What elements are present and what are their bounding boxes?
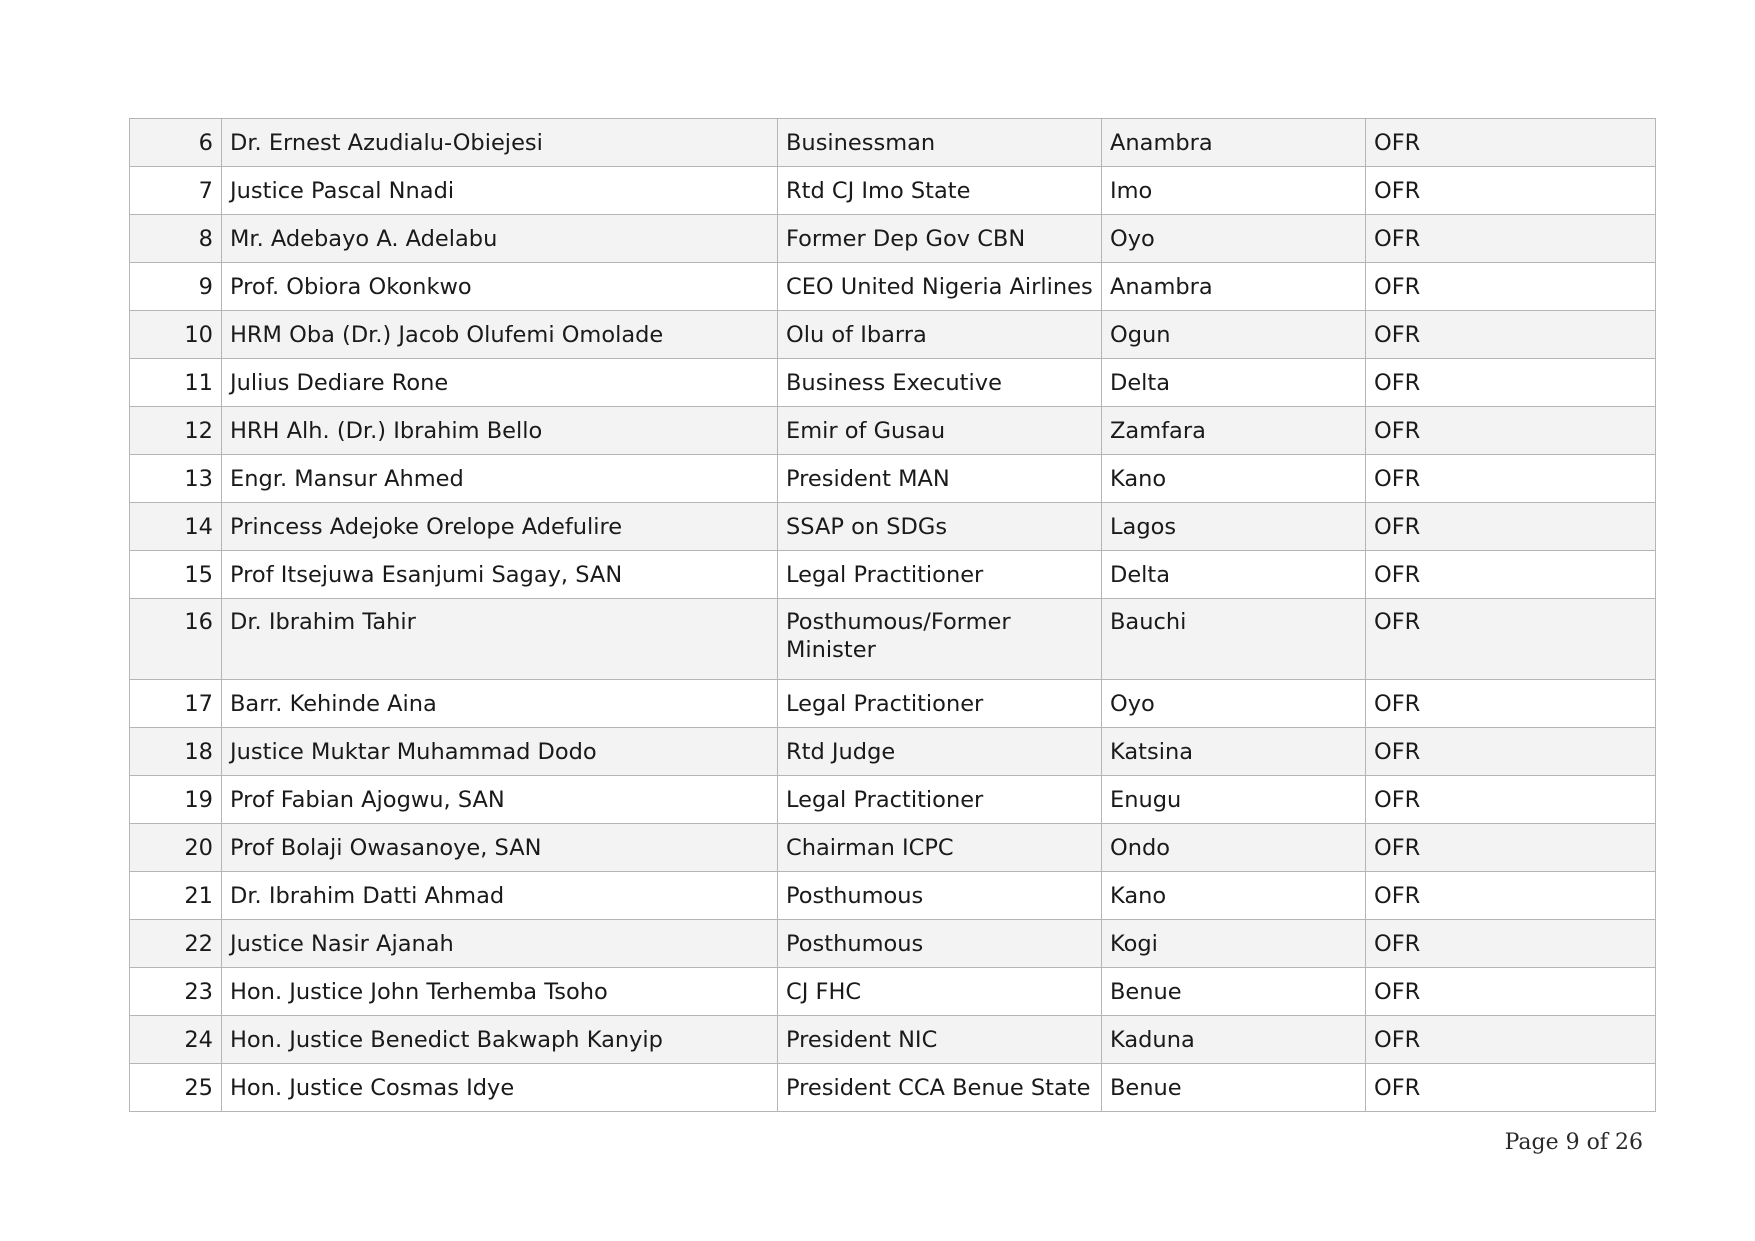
state-cell: Kogi	[1102, 920, 1366, 968]
occupation-cell: Legal Practitioner	[778, 776, 1102, 824]
occupation-cell: Posthumous/Former Minister	[778, 599, 1102, 680]
occupation-cell: Posthumous	[778, 872, 1102, 920]
name-cell: Hon. Justice John Terhemba Tsoho	[222, 968, 778, 1016]
award-cell: OFR	[1366, 1064, 1656, 1112]
name-cell: Justice Muktar Muhammad Dodo	[222, 728, 778, 776]
serial-number-cell: 19	[130, 776, 222, 824]
occupation-cell: CJ FHC	[778, 968, 1102, 1016]
table-row	[130, 503, 1656, 551]
serial-number-cell: 7	[130, 167, 222, 215]
table-row	[130, 1064, 1656, 1112]
name-cell: Hon. Justice Cosmas Idye	[222, 1064, 778, 1112]
state-cell: Ogun	[1102, 311, 1366, 359]
award-cell: OFR	[1366, 1016, 1656, 1064]
name-cell: Dr. Ibrahim Tahir	[222, 599, 778, 680]
state-cell: Benue	[1102, 1064, 1366, 1112]
table-row	[130, 680, 1656, 728]
award-cell: OFR	[1366, 968, 1656, 1016]
table-body	[130, 119, 1656, 1112]
name-cell: Julius Dediare Rone	[222, 359, 778, 407]
name-cell: Prof Fabian Ajogwu, SAN	[222, 776, 778, 824]
award-cell: OFR	[1366, 455, 1656, 503]
state-cell: Enugu	[1102, 776, 1366, 824]
occupation-cell: Posthumous	[778, 920, 1102, 968]
state-cell: Delta	[1102, 359, 1366, 407]
table-row	[130, 167, 1656, 215]
award-cell: OFR	[1366, 263, 1656, 311]
state-cell: Kaduna	[1102, 1016, 1366, 1064]
name-cell: Mr. Adebayo A. Adelabu	[222, 215, 778, 263]
award-cell: OFR	[1366, 119, 1656, 167]
state-cell: Kano	[1102, 455, 1366, 503]
award-cell: OFR	[1366, 680, 1656, 728]
award-cell: OFR	[1366, 599, 1656, 680]
table-row	[130, 215, 1656, 263]
award-cell: OFR	[1366, 551, 1656, 599]
award-cell: OFR	[1366, 728, 1656, 776]
name-cell: Barr. Kehinde Aina	[222, 680, 778, 728]
table-row	[130, 872, 1656, 920]
occupation-cell: Former Dep Gov CBN	[778, 215, 1102, 263]
serial-number-cell: 17	[130, 680, 222, 728]
serial-number-cell: 24	[130, 1016, 222, 1064]
name-cell: Hon. Justice Benedict Bakwaph Kanyip	[222, 1016, 778, 1064]
serial-number-cell: 18	[130, 728, 222, 776]
award-cell: OFR	[1366, 167, 1656, 215]
state-cell: Anambra	[1102, 263, 1366, 311]
serial-number-cell: 25	[130, 1064, 222, 1112]
name-cell: Prof Itsejuwa Esanjumi Sagay, SAN	[222, 551, 778, 599]
serial-number-cell: 15	[130, 551, 222, 599]
occupation-cell: CEO United Nigeria Airlines	[778, 263, 1102, 311]
occupation-cell: Businessman	[778, 119, 1102, 167]
award-cell: OFR	[1366, 824, 1656, 872]
name-cell: Engr. Mansur Ahmed	[222, 455, 778, 503]
state-cell: Imo	[1102, 167, 1366, 215]
state-cell: Zamfara	[1102, 407, 1366, 455]
serial-number-cell: 11	[130, 359, 222, 407]
award-cell: OFR	[1366, 776, 1656, 824]
award-cell: OFR	[1366, 407, 1656, 455]
occupation-cell: Legal Practitioner	[778, 551, 1102, 599]
serial-number-cell: 21	[130, 872, 222, 920]
page-number: Page 9 of 26	[1504, 1130, 1643, 1155]
occupation-cell: Chairman ICPC	[778, 824, 1102, 872]
name-cell: Prof Bolaji Owasanoye, SAN	[222, 824, 778, 872]
state-cell: Oyo	[1102, 215, 1366, 263]
occupation-cell: Olu of Ibarra	[778, 311, 1102, 359]
table-row	[130, 599, 1656, 680]
table-row	[130, 1016, 1656, 1064]
occupation-cell: President CCA Benue State	[778, 1064, 1102, 1112]
occupation-cell: SSAP on SDGs	[778, 503, 1102, 551]
state-cell: Lagos	[1102, 503, 1366, 551]
occupation-cell: Legal Practitioner	[778, 680, 1102, 728]
state-cell: Katsina	[1102, 728, 1366, 776]
award-cell: OFR	[1366, 359, 1656, 407]
serial-number-cell: 6	[130, 119, 222, 167]
award-cell: OFR	[1366, 311, 1656, 359]
table-row	[130, 728, 1656, 776]
name-cell: HRM Oba (Dr.) Jacob Olufemi Omolade	[222, 311, 778, 359]
serial-number-cell: 10	[130, 311, 222, 359]
name-cell: Dr. Ibrahim Datti Ahmad	[222, 872, 778, 920]
serial-number-cell: 13	[130, 455, 222, 503]
award-cell: OFR	[1366, 920, 1656, 968]
table-row	[130, 119, 1656, 167]
state-cell: Anambra	[1102, 119, 1366, 167]
name-cell: Dr. Ernest Azudialu-Obiejesi	[222, 119, 778, 167]
occupation-cell: Business Executive	[778, 359, 1102, 407]
serial-number-cell: 16	[130, 599, 222, 680]
serial-number-cell: 8	[130, 215, 222, 263]
table-row	[130, 824, 1656, 872]
table-row	[130, 359, 1656, 407]
serial-number-cell: 12	[130, 407, 222, 455]
table-row	[130, 311, 1656, 359]
name-cell: HRH Alh. (Dr.) Ibrahim Bello	[222, 407, 778, 455]
table-row	[130, 968, 1656, 1016]
table-row	[130, 776, 1656, 824]
table-row	[130, 407, 1656, 455]
serial-number-cell: 14	[130, 503, 222, 551]
table-row	[130, 551, 1656, 599]
award-cell: OFR	[1366, 215, 1656, 263]
name-cell: Prof. Obiora Okonkwo	[222, 263, 778, 311]
serial-number-cell: 22	[130, 920, 222, 968]
state-cell: Bauchi	[1102, 599, 1366, 680]
table-row	[130, 455, 1656, 503]
honours-table	[129, 118, 1656, 1112]
serial-number-cell: 23	[130, 968, 222, 1016]
serial-number-cell: 9	[130, 263, 222, 311]
table-row	[130, 263, 1656, 311]
state-cell: Ondo	[1102, 824, 1366, 872]
serial-number-cell: 20	[130, 824, 222, 872]
award-cell: OFR	[1366, 503, 1656, 551]
state-cell: Kano	[1102, 872, 1366, 920]
state-cell: Delta	[1102, 551, 1366, 599]
occupation-cell: Emir of Gusau	[778, 407, 1102, 455]
occupation-cell: Rtd CJ Imo State	[778, 167, 1102, 215]
occupation-cell: President NIC	[778, 1016, 1102, 1064]
name-cell: Justice Nasir Ajanah	[222, 920, 778, 968]
award-cell: OFR	[1366, 872, 1656, 920]
state-cell: Benue	[1102, 968, 1366, 1016]
occupation-cell: Rtd Judge	[778, 728, 1102, 776]
name-cell: Justice Pascal Nnadi	[222, 167, 778, 215]
occupation-cell: President MAN	[778, 455, 1102, 503]
name-cell: Princess Adejoke Orelope Adefulire	[222, 503, 778, 551]
state-cell: Oyo	[1102, 680, 1366, 728]
table-row	[130, 920, 1656, 968]
